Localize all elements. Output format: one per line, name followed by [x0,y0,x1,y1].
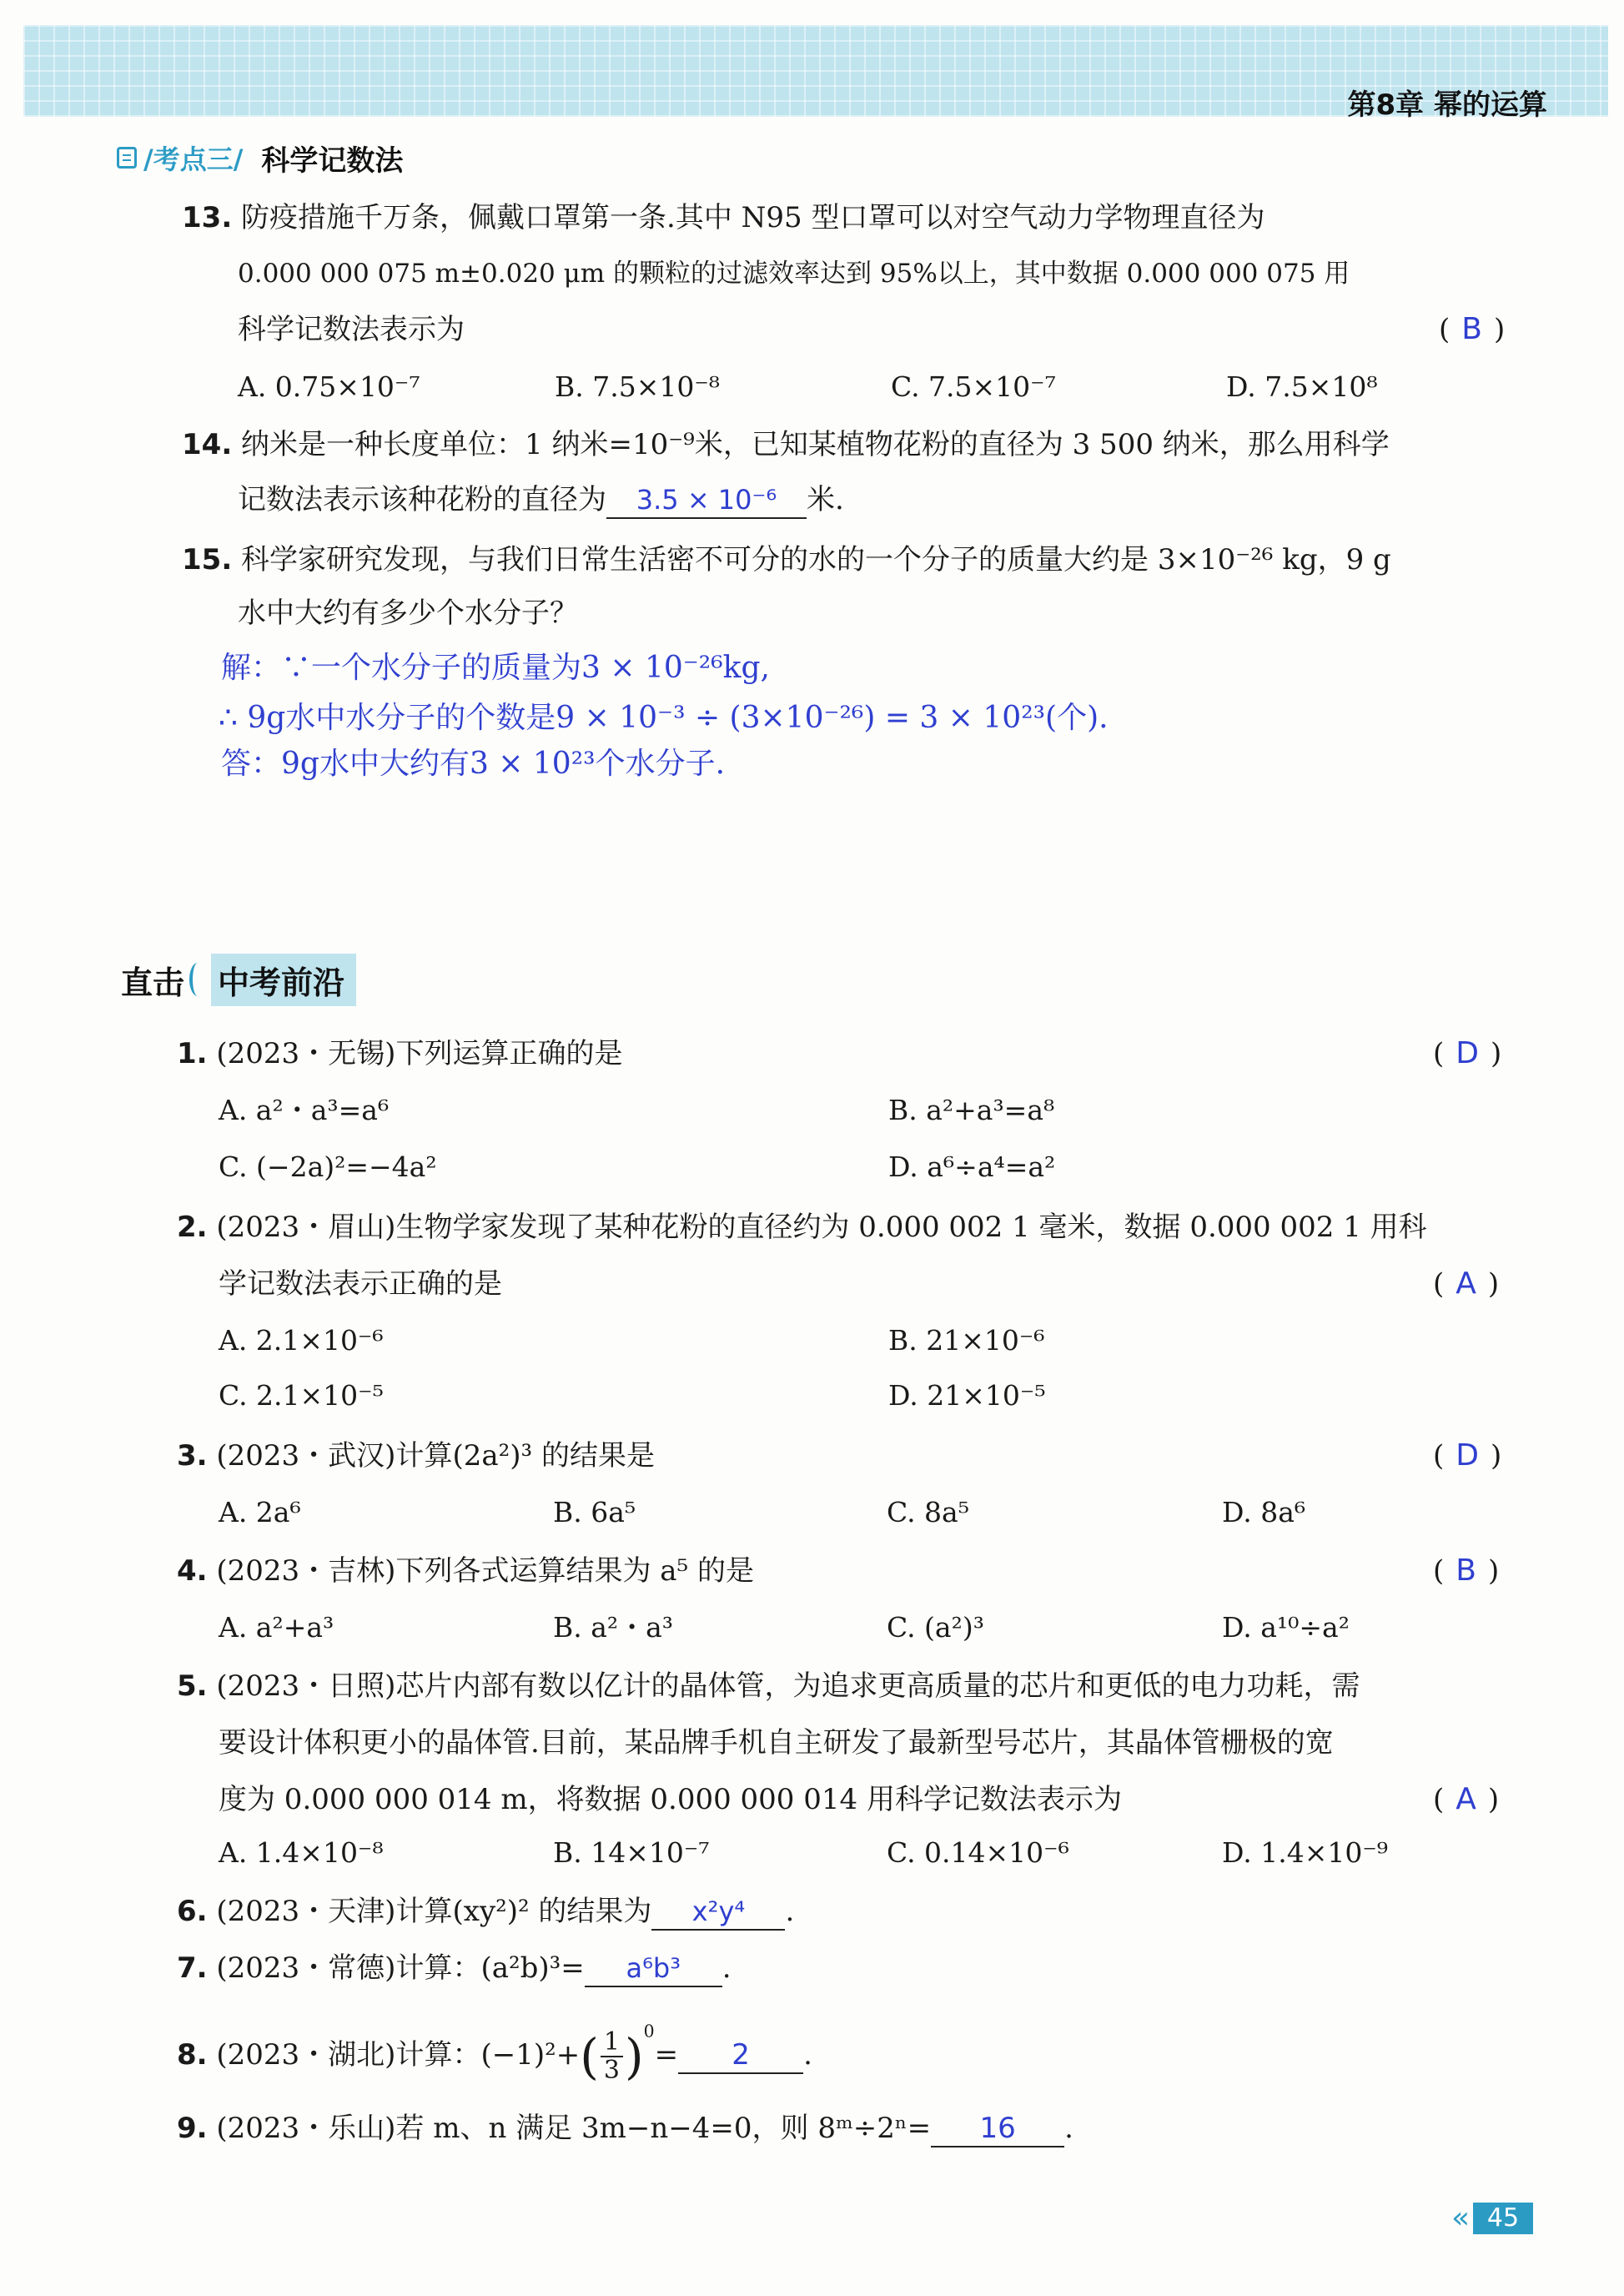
option-b: B. a²・a³ [553,1611,674,1644]
practice-7 [177,1951,732,1987]
period: . [1064,2112,1073,2145]
question-number: 6. [177,1895,208,1928]
answer-blank: a⁶b³ [585,1951,722,1987]
question-text: (2023・无锡)下列运算正确的是 [216,1037,623,1070]
answer-blank: 3.5 × 10⁻⁶ [606,482,807,519]
practice-4-stem [177,1553,754,1589]
practice-6 [177,1894,794,1931]
option-b: B. 7.5×10⁻⁸ [555,370,720,403]
section-title: 科学记数法 [261,144,404,178]
question-text: (2023・日照)芯片内部有数以亿计的晶体管，为追求更高质量的芯片和更低的电力功耗，需 [216,1669,1360,1703]
answer-choice: B [1456,1553,1476,1588]
section-tag: /考点三/ [143,144,244,175]
solution-line-2: ∴ 9g水中水分子的个数是9 × 10⁻³ ÷ (3×10⁻²⁶) = 3 × 10²³(个). [219,701,1109,735]
question-text: (2023・常德)计算：(a²b)³= [216,1951,585,1985]
question-number: 9. [177,2112,208,2145]
period: . [785,1895,795,1928]
question-text: (2023・湖北)计算：(−1)²+ [216,2038,581,2072]
question-text: 记数法表示该种花粉的直径为 [238,483,606,516]
equals-sign: = [654,2038,679,2072]
question-number: 14. [182,428,233,461]
exponent: 0 [643,2021,655,2042]
question-number: 1. [177,1037,208,1070]
answer-paren: ( D ) [1433,1036,1502,1070]
answer-paren: ( B ) [1433,1553,1500,1588]
option-a: A. a²・a³=a⁶ [219,1094,390,1126]
period: . [803,2038,812,2072]
section-banner [121,955,356,1004]
page-number: 45 [1473,2203,1533,2234]
practice-5-line-1 [177,1669,1360,1704]
question-number: 2. [177,1211,208,1244]
option-a: A. a²+a³ [219,1611,334,1644]
option-a: A. 2.1×10⁻⁶ [219,1324,384,1357]
option-d: D. 21×10⁻⁵ [888,1379,1046,1412]
period: . [721,1951,732,1985]
banner-right: 中考前沿 [211,954,356,1006]
question-number: 15. [182,543,233,577]
answer-paren: ( A ) [1433,1782,1500,1816]
question-13-line-1 [182,200,1265,235]
option-c: C. 7.5×10⁻⁷ [891,370,1056,403]
option-d: D. a¹⁰÷a² [1222,1611,1350,1644]
option-b: B. 21×10⁻⁶ [888,1324,1045,1357]
option-b: B. 6a⁵ [553,1496,636,1528]
answer-paren: ( D ) [1433,1438,1502,1473]
question-text: 防疫措施千万条，佩戴口罩第一条.其中 N95 型口罩可以对空气动力学物理直径为 [241,201,1265,234]
question-text: (2023・乐山)若 m、n 满足 3m−n−4=0，则 8ᵐ÷2ⁿ= [216,2112,932,2145]
option-d: D. 1.4×10⁻⁹ [1222,1836,1389,1869]
fraction [601,2029,623,2084]
solution-line-1: 解：∵一个水分子的质量为3 × 10⁻²⁶kg, [221,651,770,685]
option-c: C. (a²)³ [887,1611,984,1644]
practice-1-stem [177,1036,622,1071]
answer-choice: D [1456,1036,1479,1070]
answer-choice: A [1456,1266,1476,1301]
question-15-line-2: 水中大约有多少个水分子？ [238,597,578,630]
question-text: (2023・吉林)下列各式运算结果为 a⁵ 的是 [216,1554,754,1588]
question-number: 3. [177,1439,208,1473]
option-c: C. (−2a)²=−4a² [219,1151,437,1183]
fraction-numerator: 1 [601,2029,623,2057]
fraction-denominator: 3 [603,2056,620,2085]
question-13-line-2: 0.000 000 075 m±0.020 μm 的颗粒的过滤效率达到 95%以上，其中数据 0.000 000 075 用 [238,259,1350,289]
practice-5-line-3: 度为 0.000 000 014 m，将数据 0.000 000 014 用科学记数法表示为 [219,1783,1122,1816]
question-text: (2023・武汉)计算(2a²)³ 的结果是 [216,1439,655,1473]
practice-9 [177,2111,1073,2147]
option-c: C. 0.14×10⁻⁶ [887,1836,1069,1869]
practice-8 [177,2017,812,2092]
option-c: C. 8a⁵ [887,1496,969,1528]
question-number: 5. [177,1669,208,1703]
chapter-title: 第8章 幂的运算 [1347,88,1547,122]
question-15-line-1 [182,542,1391,577]
option-b: B. 14×10⁻⁷ [553,1836,710,1869]
question-14-line-2 [238,482,844,519]
question-text: (2023・天津)计算(xy²)² 的结果为 [216,1895,652,1928]
section-heading [117,140,404,178]
option-b: B. a²+a³=a⁸ [888,1094,1055,1126]
answer-choice: D [1456,1438,1479,1473]
answer-choice: B [1461,312,1482,346]
option-d: D. a⁶÷a⁴=a² [888,1151,1056,1183]
answer-blank: x²y⁴ [651,1894,785,1931]
left-paren: ( [580,2028,599,2085]
answer-paren: ( A ) [1433,1266,1500,1301]
question-text: 科学家研究发现，与我们日常生活密不可分的水的一个分子的质量大约是 3×10⁻²⁶ kg，9 g [241,543,1391,577]
practice-5-line-2: 要设计体积更小的晶体管.目前，某品牌手机自主研发了最新型号芯片，其晶体管栅极的宽 [219,1726,1334,1760]
answer-blank: 2 [678,2037,803,2074]
solution-line-3: 答：9g水中大约有3 × 10²³个水分子. [221,747,726,781]
question-number: 7. [177,1951,208,1985]
question-13-line-3: 科学记数法表示为 [238,313,465,346]
question-text: (2023・眉山)生物学家发现了某种花粉的直径约为 0.000 002 1 毫米，数据 0.000 002 1 用科 [216,1211,1427,1244]
practice-3-stem [177,1438,655,1473]
question-number: 13. [182,201,233,234]
question-text: 米. [807,483,844,516]
answer-paren: ( B ) [1439,312,1506,346]
question-number: 4. [177,1554,208,1588]
option-a: A. 0.75×10⁻⁷ [238,370,420,403]
option-d: D. 8a⁶ [1222,1496,1306,1528]
answer-choice: A [1456,1782,1476,1816]
question-text: 纳米是一种长度单位：1 纳米=10⁻⁹米，已知某植物花粉的直径为 3 500 纳米，那么用科学 [241,428,1390,461]
option-a: A. 2a⁶ [219,1496,301,1528]
question-number: 8. [177,2038,208,2072]
right-paren: ) [624,2028,644,2085]
chevron-left-icon: « [1451,2201,1471,2235]
document-icon [117,147,137,169]
option-c: C. 2.1×10⁻⁵ [219,1379,384,1412]
banner-hook-icon [189,963,206,996]
banner-left: 直击 [121,964,185,1001]
practice-2-line-2: 学记数法表示正确的是 [219,1267,502,1301]
question-14-line-1 [182,427,1390,462]
option-a: A. 1.4×10⁻⁸ [219,1836,384,1869]
practice-2-line-1 [177,1210,1427,1245]
option-d: D. 7.5×10⁸ [1226,370,1378,403]
answer-blank: 16 [931,2111,1064,2147]
